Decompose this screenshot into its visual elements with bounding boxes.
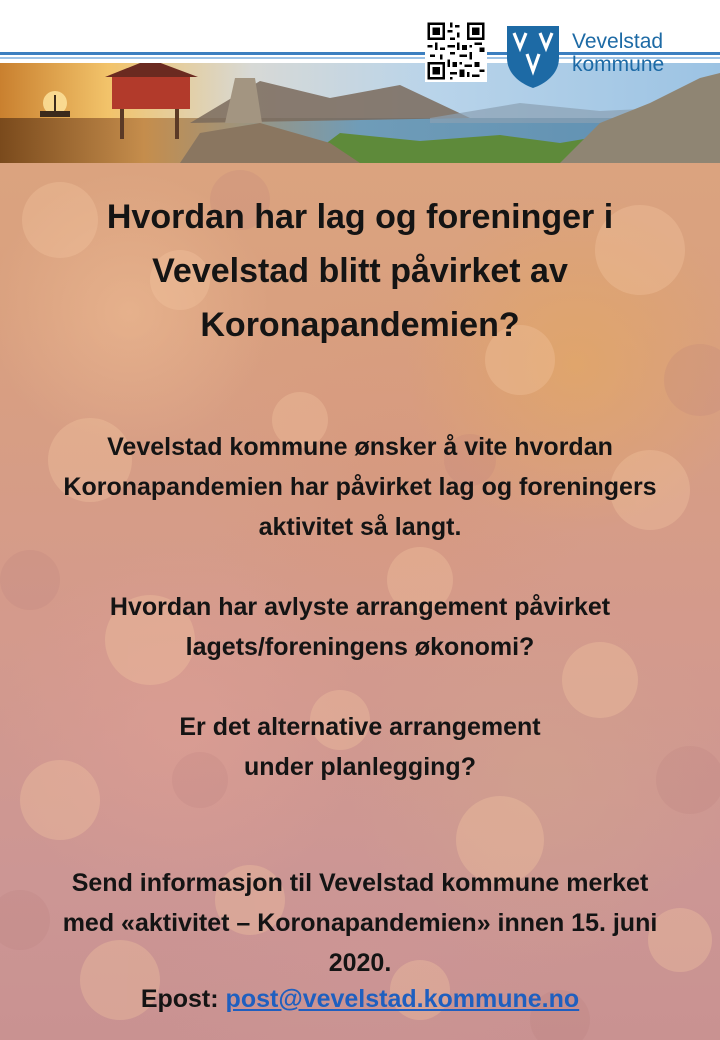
question1-line-2: lagets/foreningens økonomi? bbox=[185, 633, 535, 661]
heading-line-2: Vevelstad blitt påvirket av bbox=[152, 252, 568, 290]
instructions-line-2: med «aktivitet – Koronapandemien» innen 15. juni bbox=[62, 909, 658, 937]
question1-line-1: Hvordan har avlyste arrangement påvirket bbox=[109, 593, 611, 621]
intro-line-3: aktivitet så langt. bbox=[258, 513, 462, 541]
logo-line-1: Vevelstad bbox=[572, 30, 664, 53]
intro-line-1: Vevelstad kommune ønsker å vite hvordan bbox=[107, 433, 613, 461]
question-economy bbox=[10, 587, 710, 667]
email-link[interactable]: post@vevelstad.kommune.no bbox=[225, 985, 580, 1013]
heading-line-3: Koronapandemien? bbox=[200, 306, 520, 344]
contact-line bbox=[10, 979, 710, 1019]
instructions-line-1: Send informasjon til Vevelstad kommune merket bbox=[71, 869, 649, 897]
intro-line-2: Koronapandemien har påvirket lag og foreningers bbox=[63, 473, 657, 501]
instructions-line-3: 2020. bbox=[328, 949, 392, 977]
poster-heading bbox=[20, 190, 700, 352]
intro-paragraph bbox=[10, 427, 710, 547]
email-label: Epost: bbox=[140, 985, 219, 1013]
logo-line-2: kommune bbox=[572, 53, 665, 76]
question2-line-1: Er det alternative arrangement bbox=[179, 713, 541, 741]
heading-line-1: Hvordan har lag og foreninger i bbox=[106, 198, 614, 236]
question2-line-2: under planlegging? bbox=[244, 753, 476, 781]
instructions-paragraph bbox=[10, 863, 710, 983]
question-alternatives bbox=[10, 707, 710, 787]
